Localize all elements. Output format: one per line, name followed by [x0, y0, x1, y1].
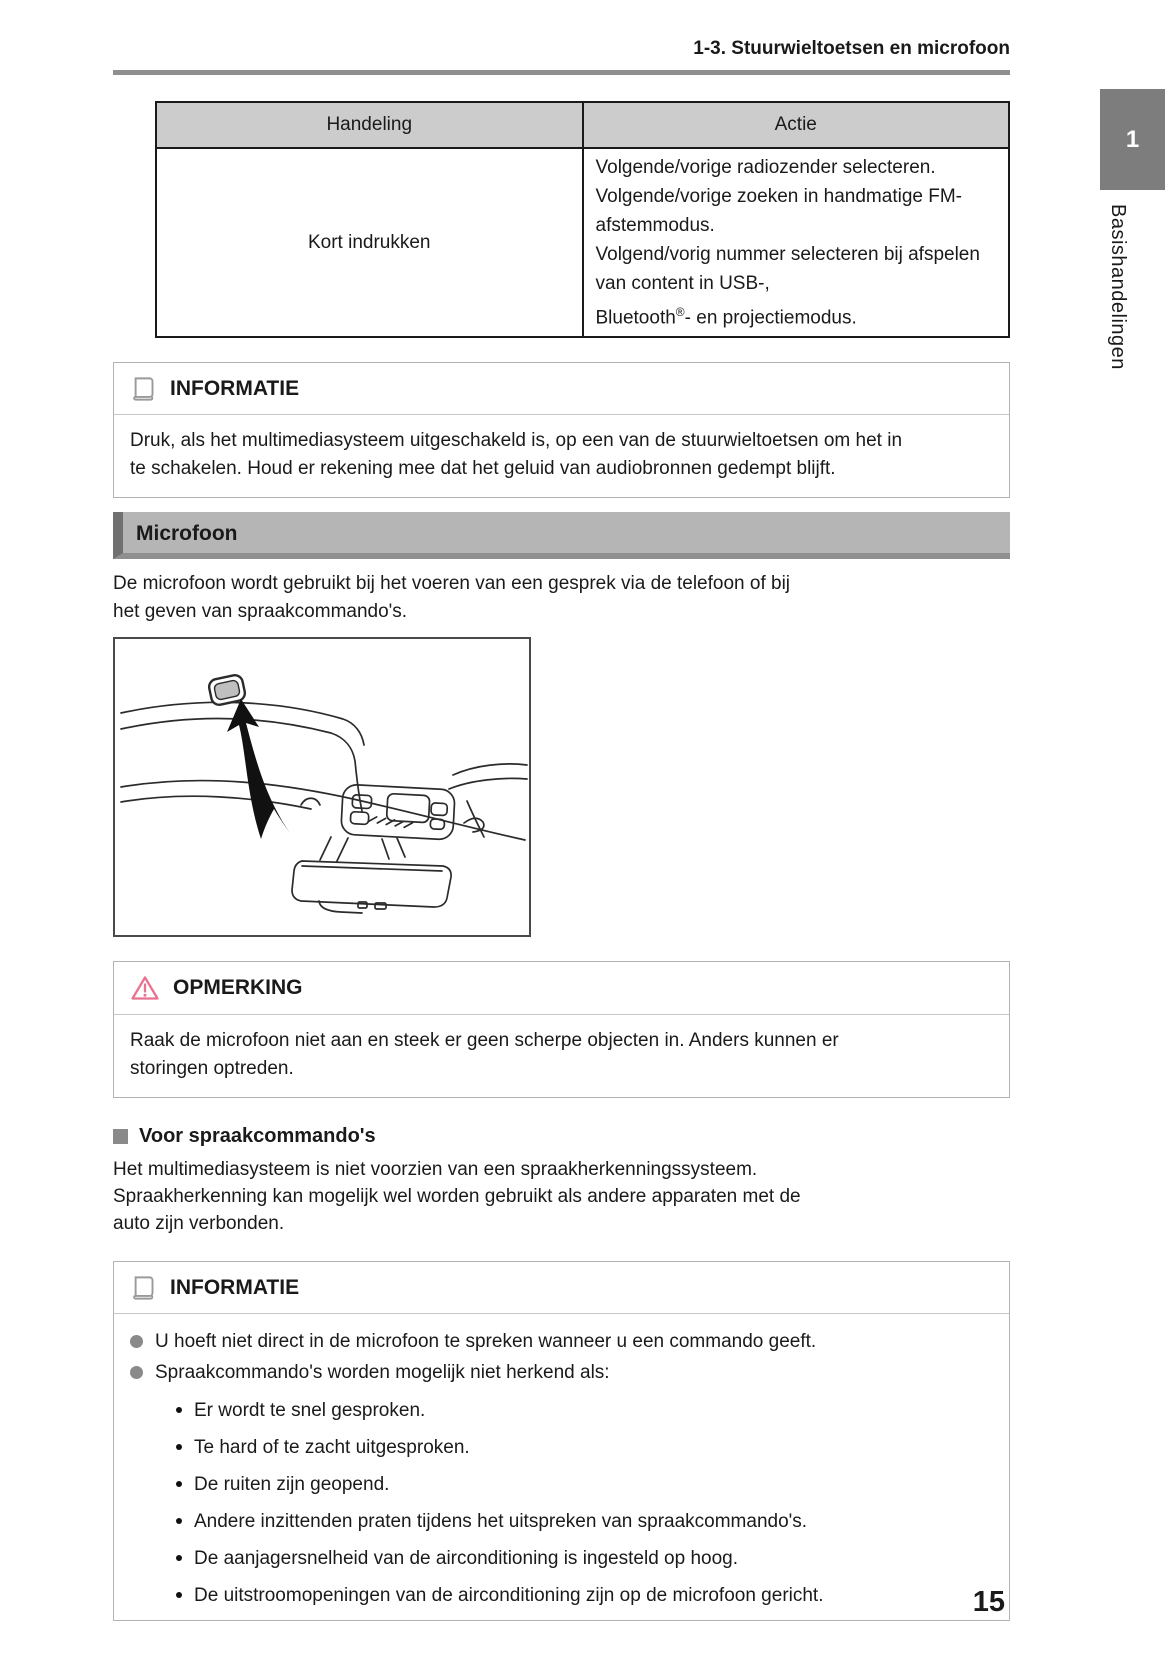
- chapter-label-vertical: Basishandelingen: [1107, 204, 1129, 370]
- list-item: [176, 1398, 993, 1423]
- registered-mark: ®: [675, 305, 685, 319]
- subsection-heading: [113, 1124, 1010, 1148]
- detail-cell: [583, 148, 1010, 337]
- bullet-icon: [176, 1407, 182, 1413]
- information-box-body: [114, 415, 1009, 497]
- body-line: te schakelen. Houd er rekening mee dat het geluid van audiobronnen gedempt blijft.: [130, 458, 836, 480]
- list-item-text: De aanjagersnelheid van de airconditioning is ingesteld op hoog.: [194, 1548, 738, 1570]
- list-item: [176, 1509, 993, 1534]
- bullet-icon: [176, 1555, 182, 1561]
- action-cell: Kort indrukken: [156, 148, 583, 337]
- bullet-icon: [176, 1481, 182, 1487]
- detail-line: [596, 298, 997, 332]
- circle-bullet-icon: [130, 1335, 143, 1348]
- steering-wheel-buttons-table: [155, 101, 1010, 338]
- subsection-body: [113, 1156, 1010, 1237]
- brand-text-post: - en projectiemodus.: [684, 307, 857, 329]
- list-item-text: Te hard of te zacht uitgesproken.: [194, 1437, 470, 1459]
- body-line: Raak de microfoon niet aan en steek er geen scherpe objecten in. Anders kunnen er: [130, 1030, 839, 1052]
- notice-box-title: OPMERKING: [173, 976, 303, 1000]
- column-header-actie: Actie: [583, 102, 1010, 148]
- chapter-tab: 1: [1100, 89, 1165, 190]
- list-item-text: Andere inzittenden praten tijdens het uitspreken van spraakcommando's.: [194, 1511, 808, 1533]
- list-item-text: Er wordt te snel gesproken.: [194, 1400, 426, 1422]
- information-box-title: INFORMATIE: [170, 1275, 300, 1299]
- notice-box-body: [114, 1015, 1009, 1097]
- list-item: [130, 1359, 993, 1386]
- microphone-location-figure: [113, 637, 531, 937]
- information-box-header: [114, 363, 1009, 415]
- list-item-text: Spraakcommando's worden mogelijk niet herkend als:: [155, 1362, 610, 1384]
- content-column: [113, 0, 1010, 1621]
- list-item: [176, 1435, 993, 1460]
- table-row: [156, 148, 1009, 337]
- square-bullet-icon: [113, 1129, 128, 1144]
- list-item: [130, 1328, 993, 1355]
- notice-box: [113, 961, 1010, 1098]
- list-item: [176, 1472, 993, 1497]
- bullet-icon: [176, 1518, 182, 1524]
- detail-line: Volgend/vorig nummer selecteren bij afspelen van content in USB-,: [595, 244, 980, 294]
- body-line: auto zijn verbonden.: [113, 1213, 285, 1235]
- detail-line: Volgende/vorige zoeken in handmatige FM-afstemmodus.: [595, 186, 963, 236]
- intro-line: De microfoon wordt gebruikt bij het voeren van een gesprek via de telefoon of bij: [113, 573, 791, 595]
- sub-list: [176, 1398, 993, 1608]
- intro-line: het geven van spraakcommando's.: [113, 601, 408, 623]
- subsection-heading-label: Voor spraakcommando's: [139, 1125, 376, 1148]
- body-line: Spraakherkenning kan mogelijk wel worden gebruikt als andere apparaten met de: [113, 1186, 801, 1208]
- list-item-text: De uitstroomopeningen van de airconditioning zijn op de microfoon gericht.: [194, 1585, 824, 1607]
- circle-bullet-icon: [130, 1366, 143, 1379]
- bullet-icon: [176, 1592, 182, 1598]
- information-box-1: [113, 362, 1010, 498]
- brand-text: Bluetooth: [595, 307, 676, 329]
- table-header-row: [156, 102, 1009, 148]
- notice-box-header: [114, 962, 1009, 1015]
- warning-triangle-icon: [130, 974, 160, 1002]
- section-intro: [113, 570, 1010, 626]
- column-header-handeling: Handeling: [156, 102, 583, 148]
- section-heading-microfoon: Microfoon: [113, 512, 1010, 559]
- list-item: [176, 1583, 993, 1608]
- bullet-icon: [176, 1444, 182, 1450]
- page-title: 1-3. Stuurwieltoetsen en microfoon: [693, 38, 1010, 59]
- information-box-2: [113, 1261, 1010, 1621]
- body-line: Druk, als het multimediasysteem uitgeschakeld is, op een van de stuurwieltoetsen om het in: [130, 430, 903, 452]
- information-box-body: [114, 1314, 1009, 1620]
- book-icon: [130, 1274, 157, 1301]
- information-box-header: [114, 1262, 1009, 1314]
- list-item: [176, 1546, 993, 1571]
- body-line: storingen optreden.: [130, 1058, 294, 1080]
- page-number: 15: [972, 1586, 1005, 1618]
- detail-line: Volgende/vorige radiozender selecteren.: [595, 157, 936, 178]
- list-item-text: U hoeft niet direct in de microfoon te spreken wanneer u een commando geeft.: [155, 1331, 817, 1353]
- title-divider: [113, 70, 1010, 75]
- body-line: Het multimediasysteem is niet voorzien van een spraakherkenningssysteem.: [113, 1159, 758, 1181]
- list-item-text: De ruiten zijn geopend.: [194, 1474, 390, 1496]
- information-box-title: INFORMATIE: [170, 376, 300, 400]
- book-icon: [130, 375, 157, 402]
